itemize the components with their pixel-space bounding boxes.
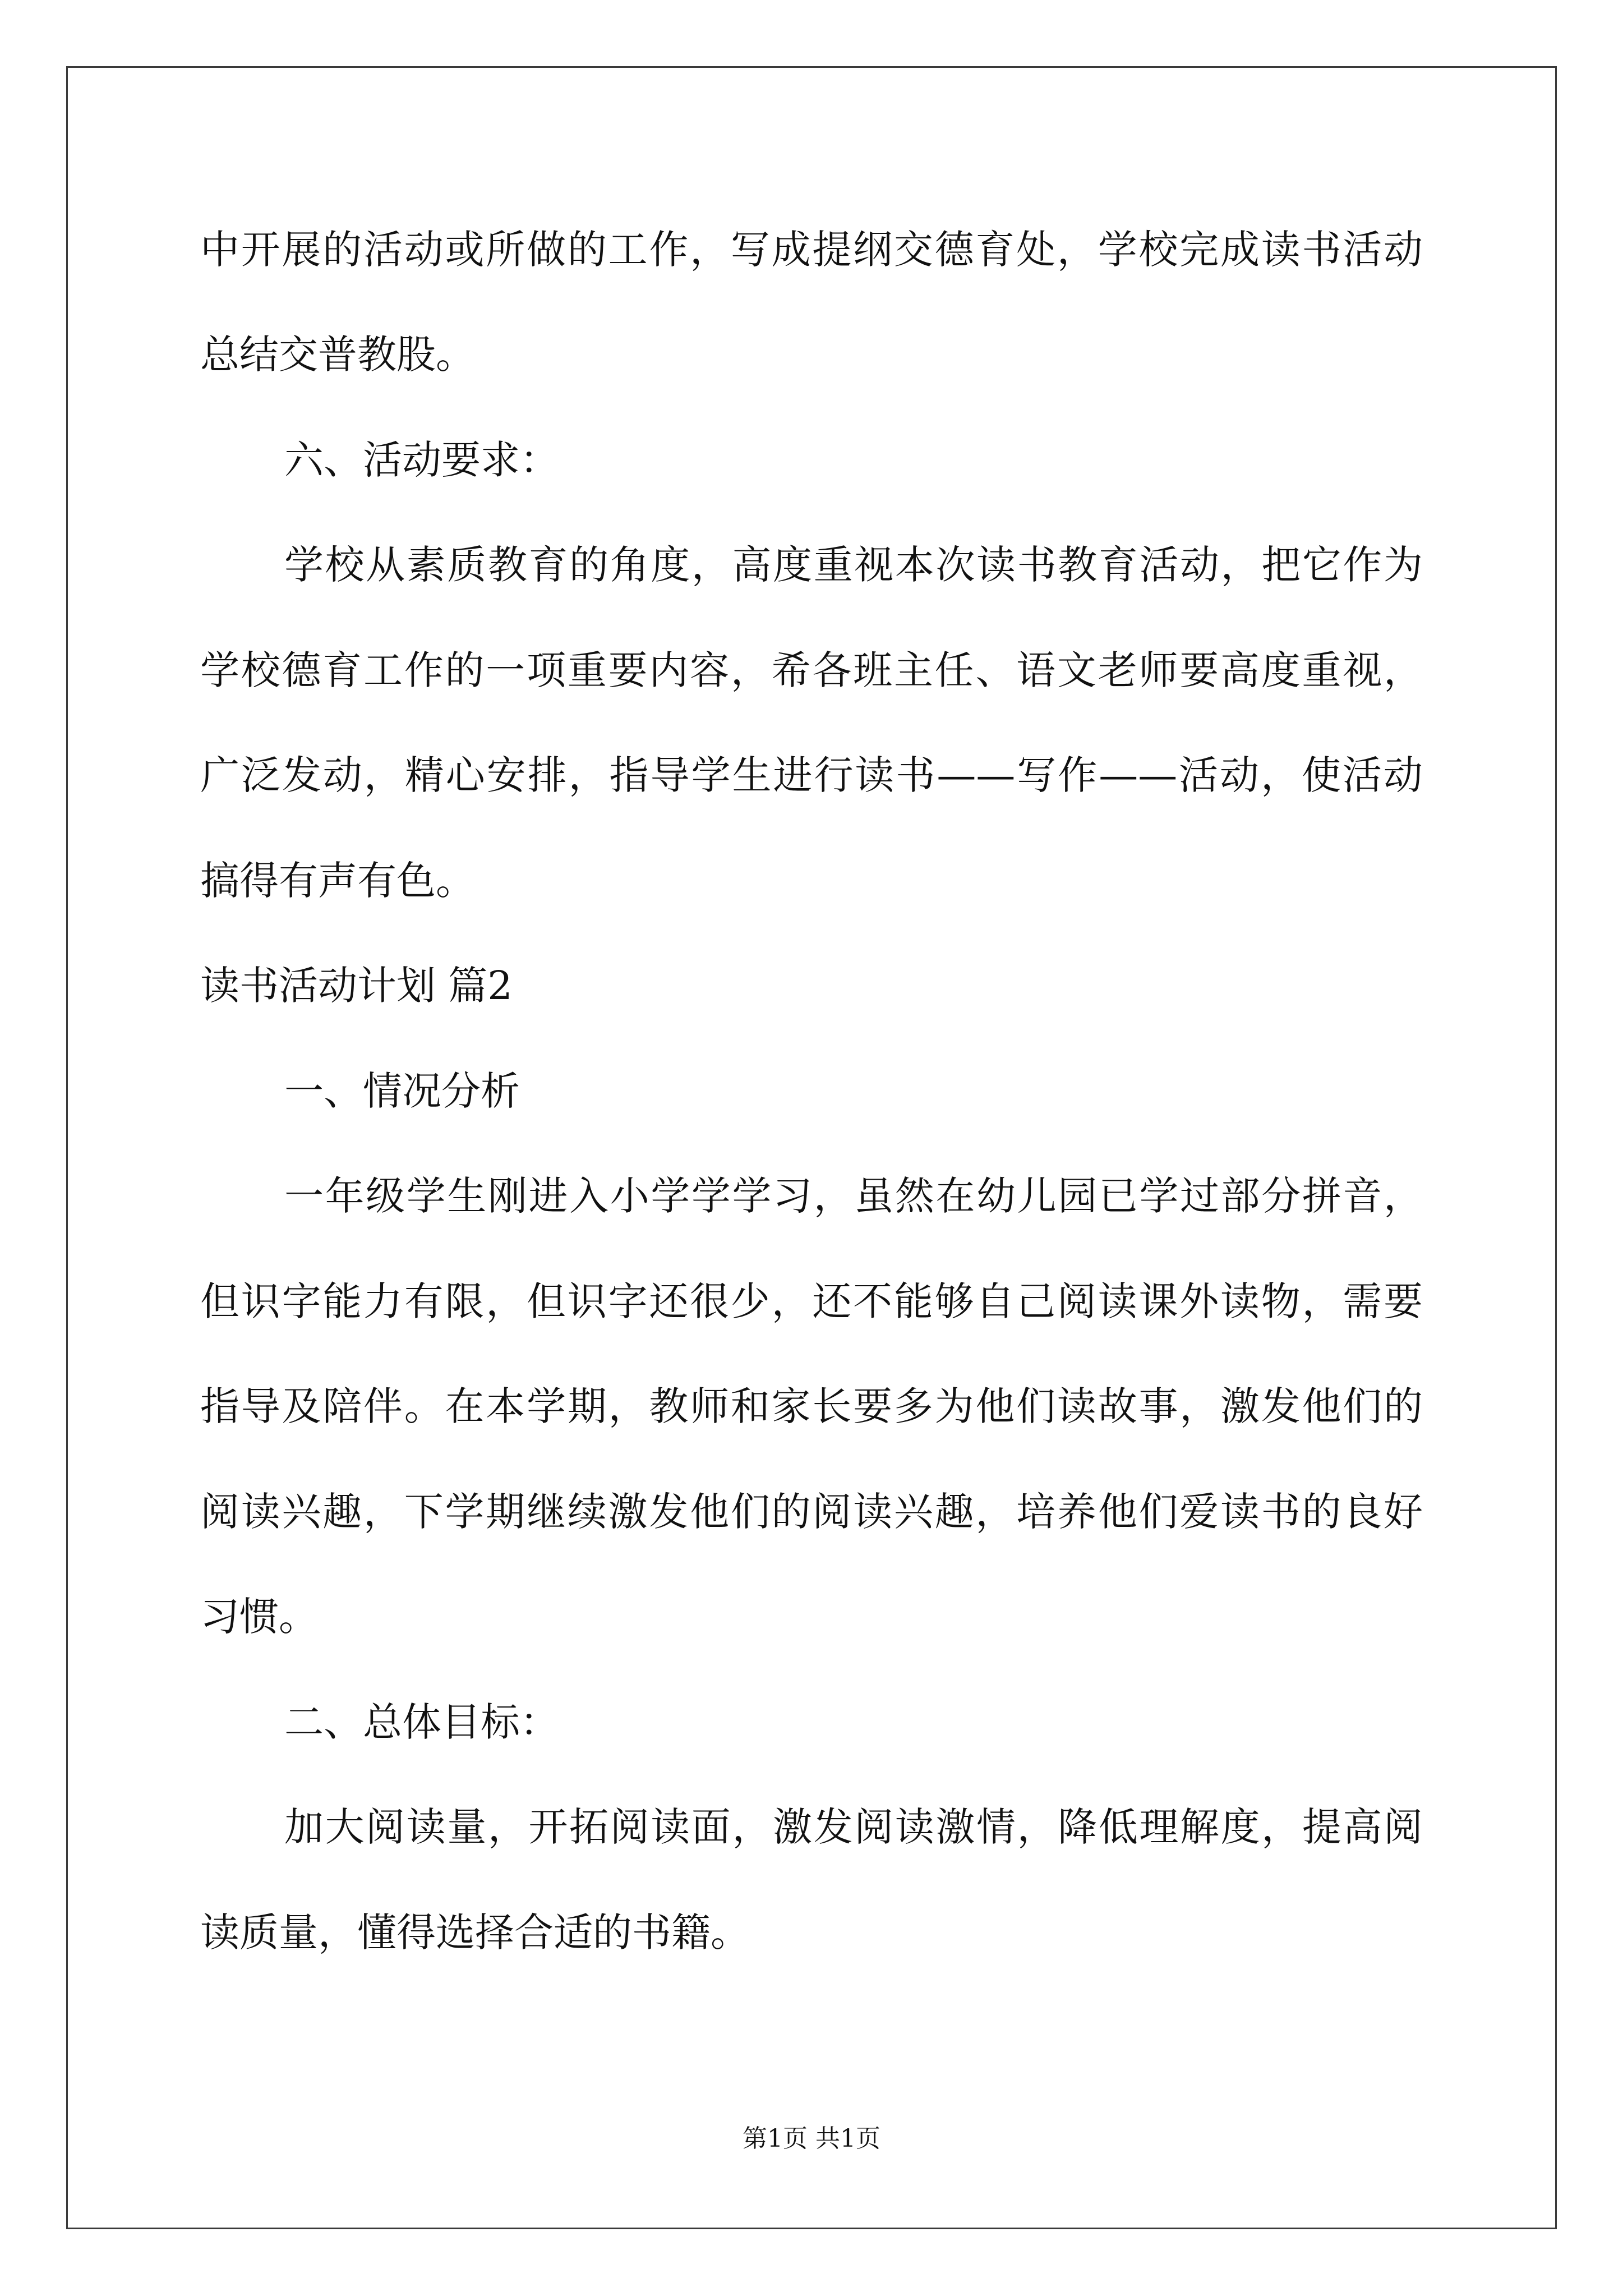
section-heading: 二、总体目标：: [284, 1699, 559, 1745]
text-line: 阅读兴趣，下学期继续激发他们的阅读兴趣，培养他们爱读书的良好: [200, 1489, 1423, 1535]
text-line: 总结交普教股。: [200, 332, 475, 378]
text-line: 习惯。: [200, 1594, 318, 1640]
page-footer: 第1页 共1页: [743, 2124, 880, 2153]
section-heading: 六、活动要求：: [284, 437, 559, 483]
text-line: 但识字能力有限，但识字还很少，还不能够自己阅读课外读物，需要: [200, 1278, 1423, 1324]
section-heading: 一、情况分析: [284, 1068, 520, 1114]
text-line: 中开展的活动或所做的工作，写成提纲交德育处，学校完成读书活动: [200, 227, 1423, 273]
text-line: 指导及陪伴。在本学期，教师和家长要多为他们读故事，激发他们的: [200, 1383, 1423, 1429]
text-line: 加大阅读量，开拓阅读面，激发阅读激情，降低理解度，提高阅: [284, 1804, 1423, 1850]
text-line: 广泛发动，精心安排，指导学生进行读书——写作——活动，使活动: [200, 752, 1423, 798]
text-line: 读质量，懂得选择合适的书籍。: [200, 1910, 750, 1955]
page-border: [66, 66, 1557, 2229]
text-line: 搞得有声有色。: [200, 858, 475, 904]
text-line: 学校德育工作的一项重要内容，希各班主任、语文老师要高度重视，: [200, 647, 1423, 693]
text-line: 一年级学生刚进入小学学学习，虽然在幼儿园已学过部分拼音，: [284, 1173, 1423, 1219]
text-line: 学校从素质教育的角度，高度重视本次读书教育活动，把它作为: [284, 542, 1423, 588]
article-title: 读书活动计划 篇2: [200, 963, 513, 1009]
